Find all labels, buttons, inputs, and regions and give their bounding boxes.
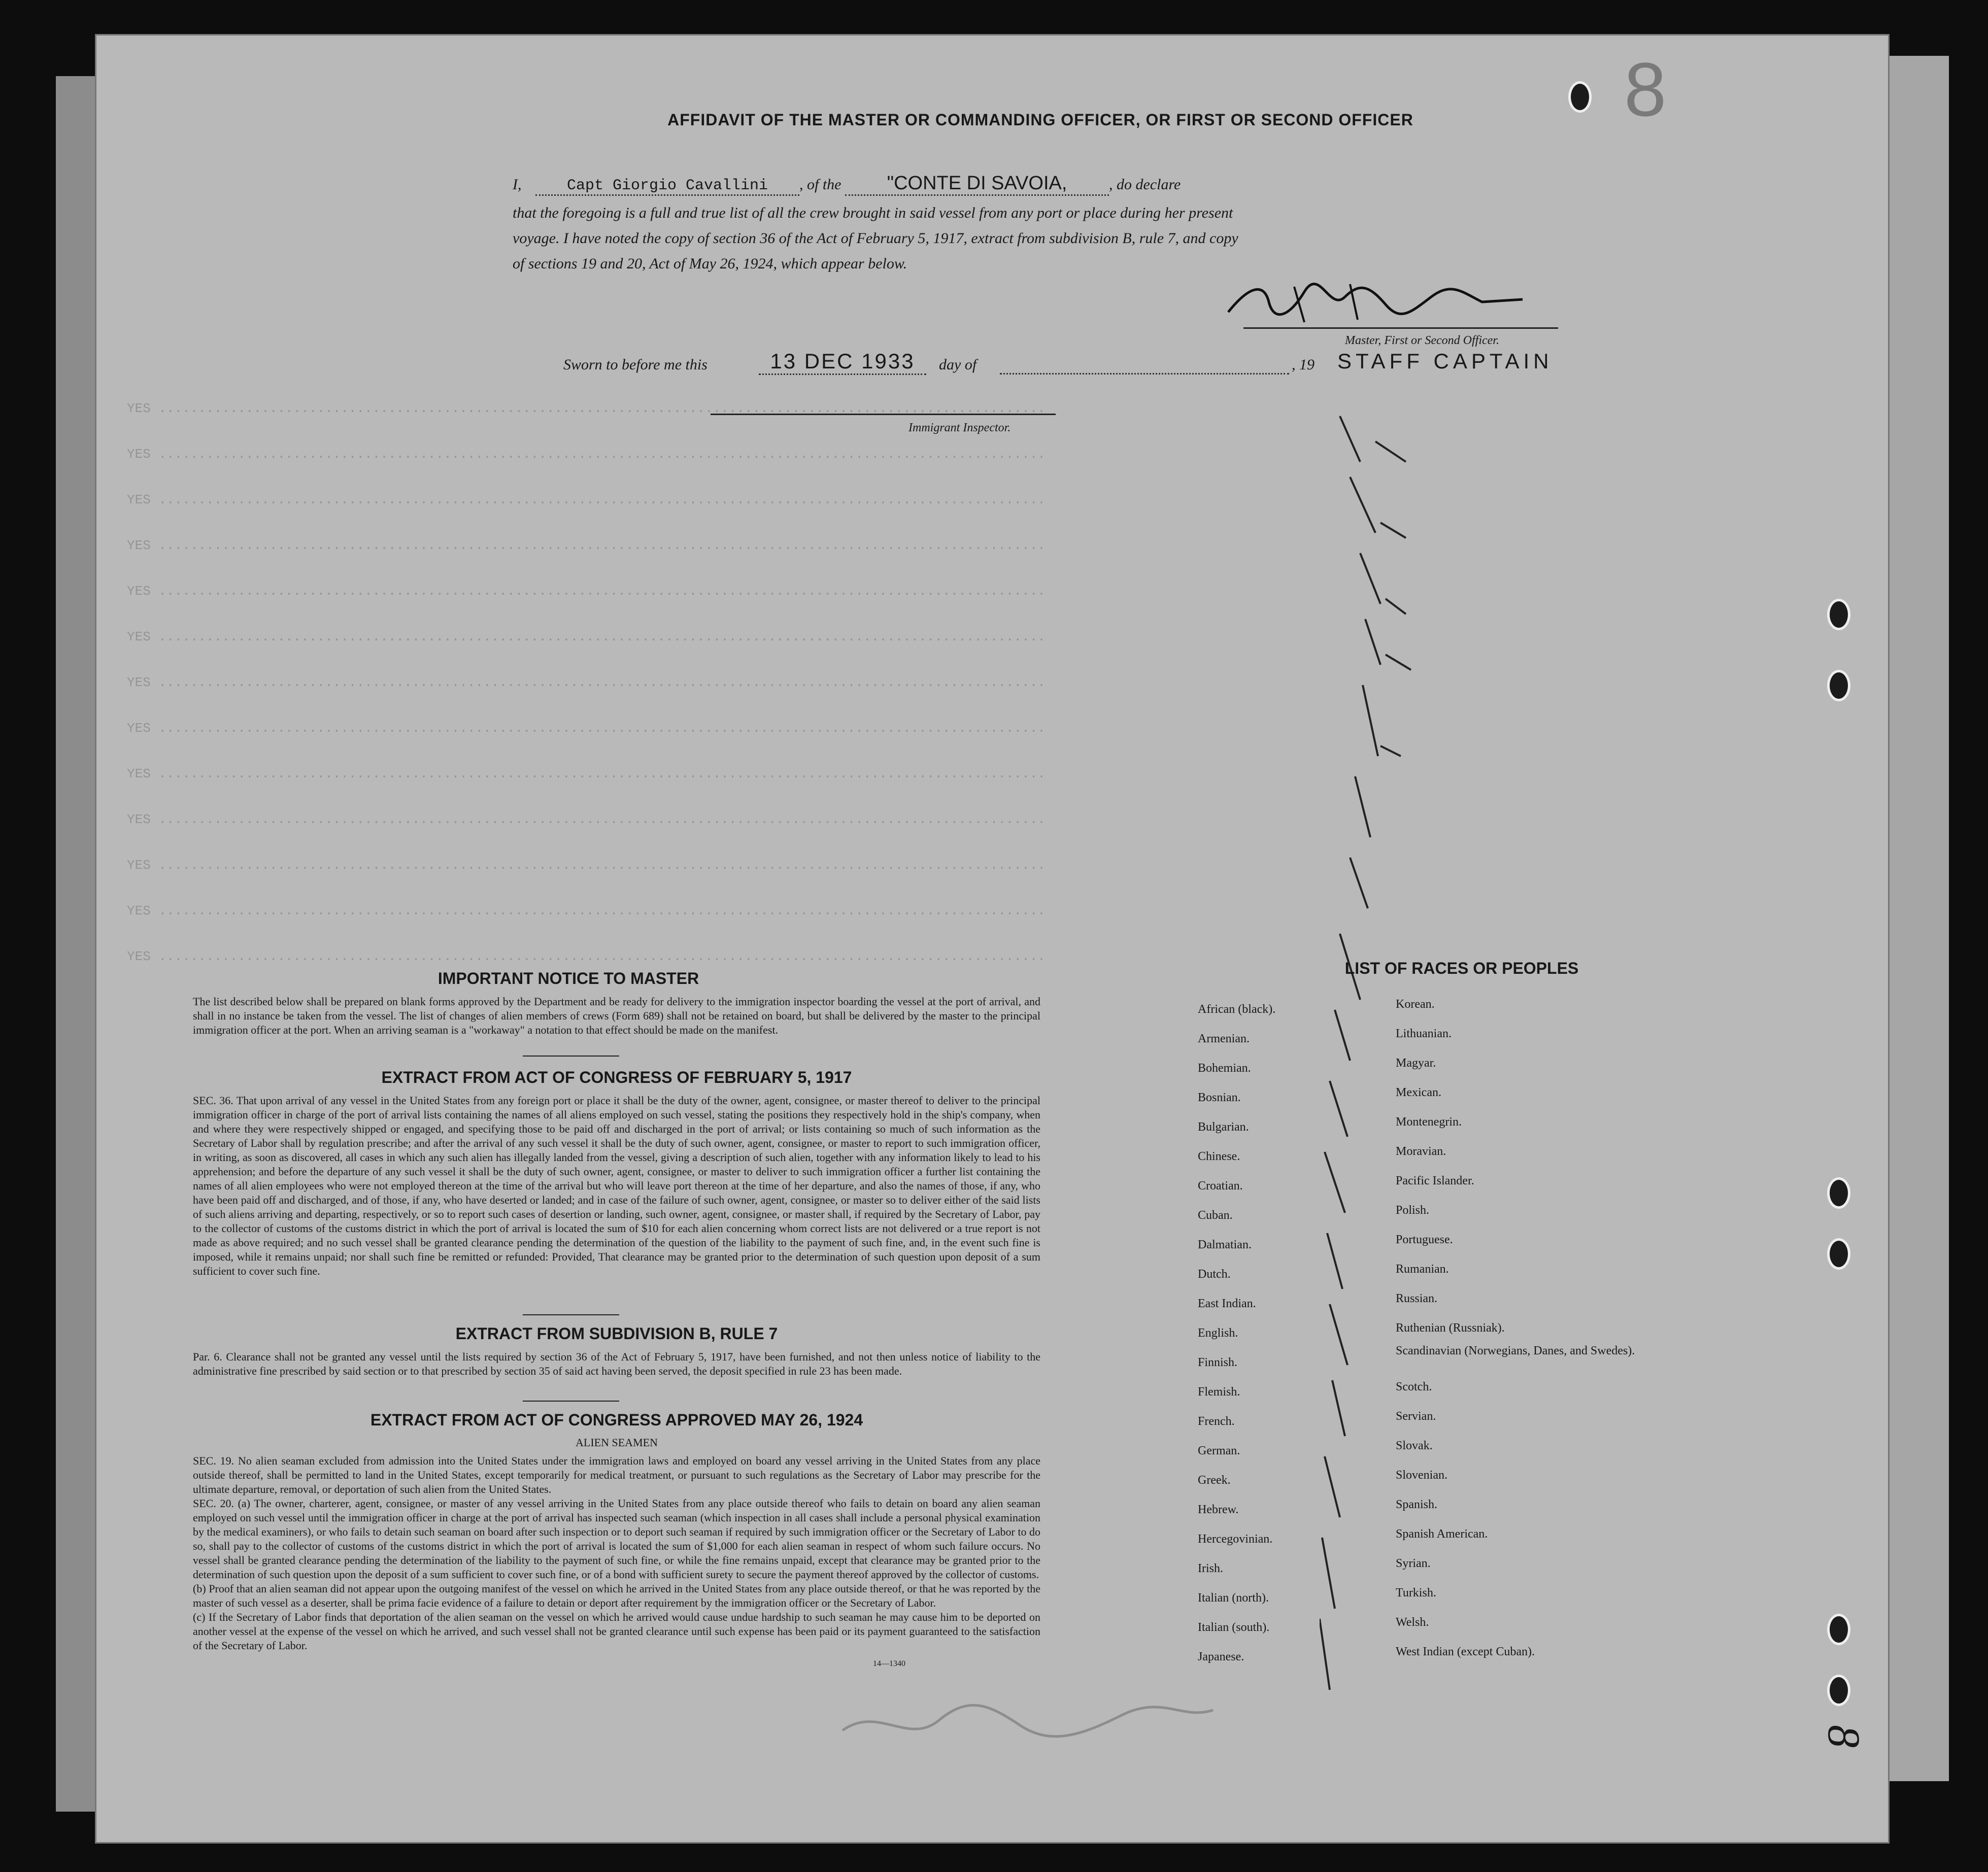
binder-hole-1 — [1568, 81, 1592, 113]
race-item: Servian. — [1396, 1410, 1436, 1423]
race-item: Syrian. — [1396, 1557, 1431, 1570]
race-item: Korean. — [1396, 998, 1435, 1011]
binder-hole-6 — [1827, 1614, 1850, 1645]
races-column-2 — [1396, 990, 1710, 1666]
affidavit-pre-name: I, — [513, 176, 522, 193]
race-item: Portuguese. — [1396, 1233, 1453, 1246]
race-item: Flemish. — [1198, 1385, 1240, 1399]
page-number-corner: 8 — [1624, 47, 1667, 132]
race-item: Croatian. — [1198, 1179, 1243, 1193]
race-item: Hebrew. — [1198, 1503, 1239, 1516]
binder-hole-7 — [1827, 1675, 1850, 1706]
race-item: Dalmatian. — [1198, 1238, 1252, 1251]
affidavit-title: AFFIDAVIT OF THE MASTER OR COMMANDING OFFICER, OR FIRST OR SECOND OFFICER — [667, 111, 1413, 129]
faint-signature-bleed — [837, 1695, 1223, 1756]
affidavit-body-line-2: voyage. I have noted the copy of section 36 of the Act of February 5, 1917, extract from subdivision B, rule 7, and copy — [513, 230, 1238, 247]
race-item: Dutch. — [1198, 1268, 1231, 1281]
race-item: Finnish. — [1198, 1356, 1238, 1369]
sec-20b-text: (b) Proof that an alien seaman did not appear upon the outgoing manifest of the vessel on which he arrived in the United States from any place outside thereof, or that he was reported by the master of such vessel as a deserter, shall be prima facie evidence of a failure to detain or deport after requirement by the immigration officer or the Secretary of Labor. — [193, 1582, 1040, 1609]
race-item: Japanese. — [1198, 1650, 1244, 1663]
race-item: Magyar. — [1396, 1057, 1436, 1070]
affidavit-do-declare: , do declare — [1109, 176, 1181, 193]
race-item: African (black). — [1198, 1003, 1276, 1016]
binder-hole-5 — [1827, 1238, 1850, 1270]
affidavit-body-line-3: of sections 19 and 20, Act of May 26, 1924, which appear below. — [513, 255, 907, 272]
day-of-label: day of — [939, 356, 977, 373]
race-item: Bohemian. — [1198, 1062, 1251, 1075]
sec-20a-text: SEC. 20. (a) The owner, charterer, agent, consignee, or master of any vessel arriving in the United States from any place outside thereof who fails to detain on board any alien seaman employed on such vessel until the immigration officer in charge at the port of arrival has inspected such seaman (which inspection in all cases shall include a personal physical examination by the medical examiners), or who fails to detain such seaman on board after such inspection or to deport such seaman if required by such immigration officer or the Secretary of Labor to do so, shall pay to the collector of customs of the customs district in which the port of arrival is located the sum of $1,000 for each alien seaman in respect of whom such failure occurs. No vessel shall be granted clearance pending the determination of the liability to the payment of such fine, or while the fine remains unpaid, except that clearance may be granted prior to the determination of such question upon the deposit of a sum sufficient to cover such fine, or of a bond with sufficient surety to secure the payment thereof approved by the collector of customs. — [193, 1497, 1040, 1581]
extract-rule7-body: Par. 6. Clearance shall not be granted any vessel until the lists required by section 36 of the Act of February 5, 1917, have been furnished, and not then unless notice of liability to the administrative fine prescribed by said section or to that prescribed by section 35 of said act having been served, the deposit specified in rule 23 has been made. — [193, 1350, 1040, 1377]
page-number-bottom: 8 — [1818, 1725, 1869, 1748]
binder-hole-2 — [1827, 599, 1850, 630]
race-item: Montenegrin. — [1396, 1115, 1462, 1129]
form-number: 14—1340 — [873, 1659, 905, 1668]
race-item: Irish. — [1198, 1562, 1223, 1575]
race-item: Armenian. — [1198, 1032, 1250, 1045]
race-item: Bosnian. — [1198, 1091, 1241, 1104]
race-item: Scandinavian (Norwegians, Danes, and Swedes). — [1396, 1344, 1635, 1357]
race-item: Welsh. — [1396, 1616, 1429, 1629]
race-item: Bulgarian. — [1198, 1120, 1249, 1134]
race-item: Rumanian. — [1396, 1263, 1449, 1276]
race-item: Greek. — [1198, 1474, 1231, 1487]
extract-rule7-divider — [523, 1401, 619, 1402]
notice-title: IMPORTANT NOTICE TO MASTER — [437, 969, 699, 988]
binder-hole-3 — [1827, 670, 1850, 701]
binder-hole-4 — [1827, 1177, 1850, 1209]
extract-1924-body — [193, 1454, 1040, 1653]
race-item: Polish. — [1396, 1204, 1430, 1217]
vessel-name: "CONTE DI SAVOIA, — [845, 173, 1109, 196]
signature-line — [1243, 327, 1558, 329]
extract-1917-body: SEC. 36. That upon arrival of any vessel in the United States from any foreign port or place it shall be the duty of the owner, agent, consignee, or master thereof to deliver to the principal immigration officer in charge of the port of arrival lists containing the names of all aliens employed on such vessel, stating the positions they respectively hold in the ship's company, when and where they were respectively shipped or engaged, and specifying those to be paid off and discharged in the port of arrival; or lists containing so much of such information as the Secretary of Labor shall by regulation prescribe; and after the arrival of any such vessel it shall be the duty of such owner, agent, consignee, or master to report to such immigration officer, in writing, as soon as discovered, all cases in which any such alien has illegally landed from the vessel, giving a description of such alien, together with any information likely to lead to his apprehension; and before the departure of any such vessel it shall be the duty of such owner, agent, consignee, or master to deliver to such immigration officer a further list containing the names of all alien employees who were not employed thereon at the time of the arrival but who will leave port thereon at the time of her departure, and also the names of those, if any, who have been paid off and discharged, and of those, if any, who have deserted or landed; and in case of the failure of such owner, agent, consignee, or master so to deliver either of the said lists of such aliens arriving and departing, respectively, or so to report such cases of desertion or landing, such owner, agent, consignee, or master shall, if required by the Secretary of Labor, pay to the collector of customs of the customs district in which the port of arrival is located the sum of $10 for each alien concerning whom correct lists are not delivered or a true report is not made as above required; and no such vessel shall be granted clearance pending the determination of the question of the liability to the payment of such fine, and, in the event such fine is imposed, while it remains unpaid; nor shall such fine be remitted or refunded: Provided, That clearance may be granted prior to the determination of such question upon deposit of a sum sufficient to cover such fine. — [193, 1094, 1040, 1277]
document-page: YES ................................................................................................................ YES ................................................................................................................ YES ................................................................................................................ YES ................................................................................................................ YES ................................................................................................................ YES ................................................................................................................ YES ................................................................................................................ YES ................................................................................................................ YES ................................................................................................................ YES ................................................................................................................ YES ................................................................................................................ YES ................................................................................................................ YES ................................................................................................................ 8 AFFIDAVIT OF THE MASTER OR COMMANDING OFFICER, OR FIRST OR SECOND OFFICER I, Capt Giorgio Cavallini , of the "CONTE DI SAVOIA, , do declare that the foregoing is a full and true list of all the crew brought in said vessel from any port or place during her present voyage. I have noted the copy of section 36 of the Act of February 5, 1917, extract from subdivision B, rule 7, and copy of sections 19 and 20, Act of May 26, 1924, which appear below. Master, First or Second Officer. Sworn to before me this 13 DEC 1933 day of , 19 STAFF CAPTAIN Immigrant Inspector. IMPORTANT NOTICE TO MASTER The list described below shall be prepared on blank forms approved by the Department and be ready for delivery to the immigration inspector boarding the vessel at the port of arrival, and shall in no instance be taken from the vessel. The list of changes of alien members of crews (Form 689) shall not be retained on board, but shall be delivered by the master to the principal immigration officer at the port. When an arriving seaman is a "workaway" a notation to that effect should be made on the manifest. EXTRACT FROM ACT OF CONGRESS OF FEBRUARY 5, 1917 SEC. 36. That upon arrival of any vessel in the United States from any foreign port or place it shall be the duty of the owner, agent, consignee, or master thereof to deliver to the principal immigration officer in charge of the port of arrival lists containing the names of all aliens employed on such vessel, stating the positions they respectively hold in the ship's company, when and where they were respectively shipped or engaged, and specifying those to be paid off and discharged in the port of arrival; or lists containing so much of such information as the Secretary of Labor shall by regulation prescribe; and after the arrival of any such vessel it shall be the duty of such owner, agent, consignee, or master to report to such immigration officer, in writing, as soon as discovered, all cases in which any such alien has illegally landed from the vessel, giving a description of such alien, together with any information likely to lead to his apprehension; and before the departure of any such vessel it shall be the duty of such owner, agent, consignee, or master to deliver to such immigration officer a further list containing the names of all alien employees who were not employed thereon at the time of the arrival but who will leave port thereon at the time of her departure, and also the names of those, if any, who have been paid off and discharged, and of those, if any, who have deserted or landed; and in case of the failure of such owner, agent, consignee, or master so to deliver either of the said lists of such aliens arriving and departing, respectively, or so to report such cases of desertion or landing, such owner, agent, consignee, or master shall, if required by the Secretary of Labor, pay to the collector of customs of the customs district in which the port of arrival is located the sum of $10 for each alien concerning whom correct lists are not delivered or a true report is not made as above required; and no such vessel shall be granted clearance pending the determination of the question of the liability to the payment of such fine, and, in the event such fine is imposed, while it remains unpaid; nor shall such fine be remitted or refunded: Provided, That clearance may be granted prior to the determination of such question upon deposit of a sum sufficient to cover such fine. EXTRACT FROM SUBDIVISION B, RULE 7 Par. 6. Clearance shall not be granted any vessel until the lists required by section 36 of the Act of February 5, 1917, have been furnished, and not then unless notice of liability to the administrative fine prescribed by said section or to that prescribed by section 35 of said act having been served, the deposit specified in rule 23 has been made. EXTRACT FROM ACT OF CONGRESS APPROVED MAY 26, 1924 ALIEN SEAMEN SEC. 19. No alien seaman excluded from admission into the United States under the immigration laws and employed on board any vessel arriving in the United States from any place outside thereof, shall be permitted to land in the United States, except temporarily for medical treatment, or pursuant to such regulations as the Secretary of Labor may prescribe for the ultimate departure, removal, or deportation of such alien from the United States. SEC. 20. (a) The owner, charterer, agent, consignee, or master of any vessel arriving in the United States from any place outside thereof who fails to detain on board any alien seaman employed on such vessel until the immigration officer in charge at the port of arrival has inspected such seaman (which inspection in all cases shall include a personal physical examination by the medical examiners), or who fails to detain such seaman on board after such inspection or to deport such seaman if required by such immigration officer or the Secretary of Labor to do so, shall pay to the collector of customs of the customs district in which the port of arrival is located the sum of $1,000 for each alien seaman in respect of whom such failure occurs. No vessel shall be granted clearance pending the determination of the liability to the payment of such fine, or while the fine remains unpaid, except that clearance may be granted prior to the determination of such question upon the deposit of a sum sufficient to cover such fine, or of a bond with sufficient surety to secure the payment thereof approved by the collector of customs. (b) Proof that an alien seaman did not appear upon the outgoing manifest of the vessel on which he arrived in the United States from any place outside thereof, or that he was reported by the master of such vessel as a deserter, shall be prima facie evidence of a failure to detain or deport after requirement by the immigration officer or the Secretary of Labor. (c) If the Secretary of Labor finds that deportation of the alien seaman on the vessel on which he arrived would cause undue hardship to such seaman he may cause him to be deported on another vessel at the expense of the vessel on which he arrived, and such vessel shall not be granted clearance until such expense has been paid or its payment guaranteed to the satisfaction of the Secretary of Labor. 14—1340 LIST OF RACES OR PEOPLES African (black). Armenian. Bohemian. Bosnian. Bulgarian. Chinese. Croatian. Cuban. Dalmatian. Dutch. East Indian. English. Finnish. Flemish. French. German. Greek. Hebrew. Hercegovinian. Irish. Italian (north). Italian (south). Japanese. Korean. Lithuanian. Magyar. Mexican. Montenegrin. Moravian. Pacific Islander. Polish. Portuguese. Rumanian. Russian. Ruthenian (Russniak). Scandinavian (Norwegians, Danes, and Swedes). Scotch. Servian. Slovak. Slovenian. Spanish. Spanish American. Syrian. Turkish. Welsh. West Indian (except Cuban). 8 — [96, 36, 1888, 1842]
extract-1924-title: EXTRACT FROM ACT OF CONGRESS APPROVED MAY 26, 1924 — [370, 1411, 863, 1429]
inspector-caption: Immigrant Inspector. — [908, 421, 1011, 434]
affidavit-declaration — [513, 173, 1609, 196]
notice-divider — [523, 1056, 619, 1057]
extract-rule7-title: EXTRACT FROM SUBDIVISION B, RULE 7 — [455, 1324, 778, 1343]
sworn-date-stamp: 13 DEC 1933 — [759, 349, 926, 375]
race-item: Cuban. — [1198, 1209, 1233, 1222]
affidavit-of-the: , of the — [799, 176, 841, 193]
extract-1917-divider — [523, 1314, 619, 1315]
sec-19-text: SEC. 19. No alien seaman excluded from admission into the United States under the immigration laws and employed on board any vessel arriving in the United States from any place outside thereof, shall be permitted to land in the United States, except temporarily for medical treatment, or pursuant to such regulations as the Secretary of Labor may prescribe for the ultimate departure, removal, or deportation of such alien from the United States. — [193, 1454, 1040, 1495]
race-item: German. — [1198, 1444, 1240, 1457]
inspector-signature-line — [711, 414, 1056, 415]
race-item: Italian (south). — [1198, 1621, 1270, 1634]
race-item: Scotch. — [1396, 1380, 1432, 1393]
race-item: Ruthenian (Russniak). — [1396, 1321, 1505, 1335]
signature-caption: Master, First or Second Officer. — [1345, 334, 1499, 347]
sec-20c-text: (c) If the Secretary of Labor finds that deportation of the alien seaman on the vessel on which he arrived would cause undue hardship to such seaman he may cause him to be deported on another vessel at the expense of the vessel on which he arrived, and such vessel shall not be granted clearance until such expense has been paid or its payment guaranteed to the satisfaction of the Secretary of Labor. — [193, 1611, 1040, 1652]
races-title: LIST OF RACES OR PEOPLES — [1344, 959, 1579, 977]
race-item: West Indian (except Cuban). — [1396, 1645, 1535, 1658]
year-prefix: , 19 — [1292, 356, 1315, 373]
race-item: English. — [1198, 1326, 1238, 1340]
master-signature — [1218, 277, 1543, 332]
extract-1924-subtitle: ALIEN SEAMEN — [576, 1436, 658, 1449]
race-item: Chinese. — [1198, 1150, 1240, 1163]
staff-captain-stamp: STAFF CAPTAIN — [1337, 349, 1553, 373]
month-blank — [1000, 373, 1289, 375]
race-item: Pacific Islander. — [1396, 1174, 1474, 1187]
race-item: French. — [1198, 1415, 1235, 1428]
race-item: East Indian. — [1198, 1297, 1256, 1310]
race-item: Mexican. — [1396, 1086, 1441, 1099]
race-item: Turkish. — [1396, 1586, 1436, 1599]
race-item: Italian (north). — [1198, 1591, 1269, 1605]
notice-body: The list described below shall be prepared on blank forms approved by the Department and be ready for delivery to the immigration inspector boarding the vessel at the port of arrival, and shall in no instance be taken from the vessel. The list of changes of alien members of crews (Form 689) shall not be retained on board, but shall be delivered by the master to the principal immigration officer at the port. When an arriving seaman is a "workaway" a notation to that effect should be made on the manifest. — [193, 995, 1040, 1036]
race-item: Spanish. — [1396, 1498, 1438, 1511]
race-item: Lithuanian. — [1396, 1027, 1452, 1040]
race-item: Hercegovinian. — [1198, 1533, 1273, 1546]
master-name: Capt Giorgio Cavallini — [535, 177, 799, 196]
extract-1917-title: EXTRACT FROM ACT OF CONGRESS OF FEBRUARY 5, 1917 — [381, 1068, 852, 1086]
affidavit-body-line-1: that the foregoing is a full and true list of all the crew brought in said vessel from any port or place during her present — [513, 205, 1233, 221]
race-item: Slovak. — [1396, 1439, 1433, 1452]
race-item: Slovenian. — [1396, 1469, 1447, 1482]
sworn-prefix: Sworn to before me this — [563, 356, 707, 373]
race-item: Spanish American. — [1396, 1527, 1488, 1541]
race-item: Moravian. — [1396, 1145, 1446, 1158]
race-item: Russian. — [1396, 1292, 1438, 1305]
